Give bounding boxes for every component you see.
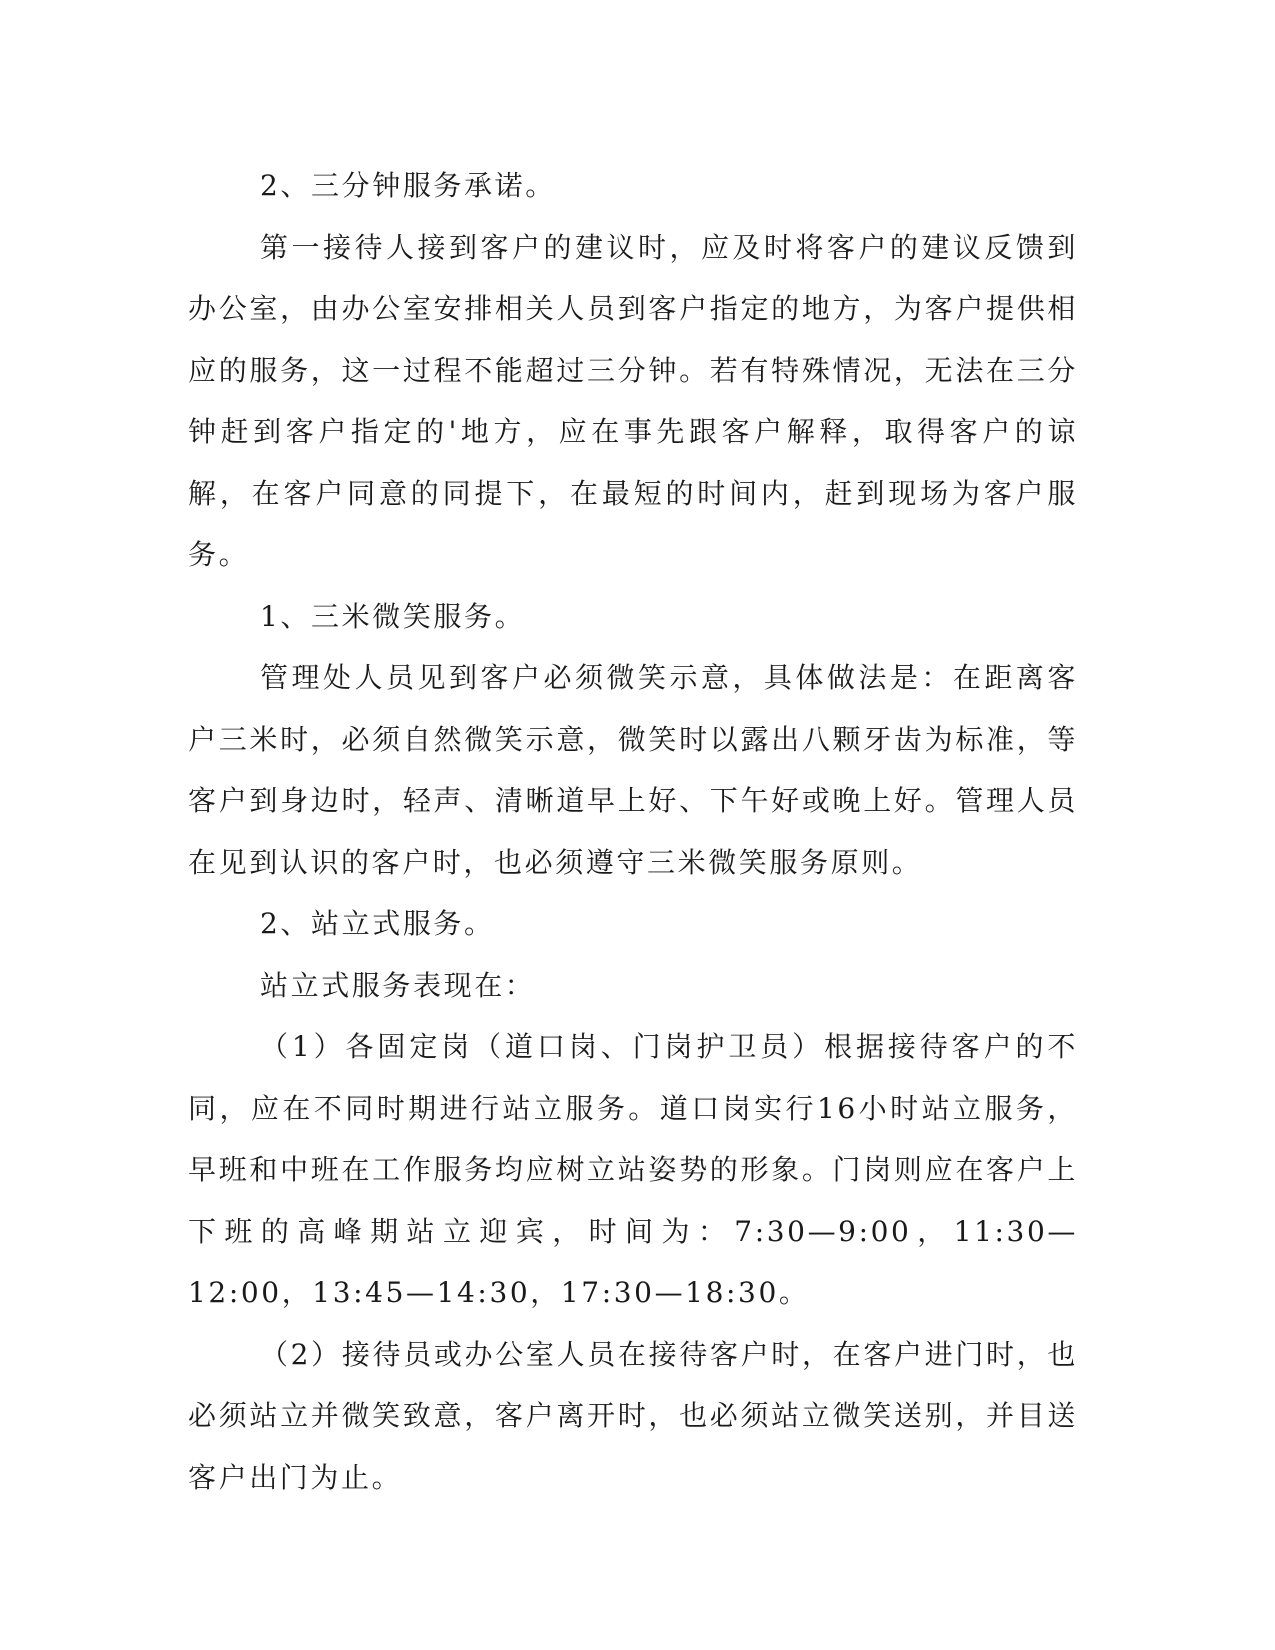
paragraph-standing-service-item-1: （1）各固定岗（道口岗、门岗护卫员）根据接待客户的不同，应在不同时期进行站立服务。道口岗实行16小时站立服务，早班和中班在工作服务均应树立站姿势的形象。门岗则应在客户上下班的高峰期站立迎宾，时间为：7:30—9:00，11:30—12:00，13:45—14:30，17:30—18:30。 [188,1030,1078,1309]
section-heading-three-minute-promise: 2、三分钟服务承诺。 [260,169,556,202]
document-body [188,155,1078,1508]
paragraph-three-meter-smile: 管理处人员见到客户必须微笑示意，具体做法是：在距离客户三米时，必须自然微笑示意，微笑时以露出八颗牙齿为标准，等客户到身边时，轻声、清晰道早上好、下午好或晚上好。管理人员在见到认识的客户时，也必须遵守三米微笑服务原则。 [188,661,1078,879]
paragraph-standing-service-item-2: （2）接待员或办公室人员在接待客户时，在客户进门时，也必须站立并微笑致意，客户离开时，也必须站立微笑送别，并目送客户出门为止。 [188,1337,1078,1494]
section-heading-standing-service: 2、站立式服务。 [260,907,495,940]
paragraph-three-minute-promise: 第一接待人接到客户的建议时，应及时将客户的建议反馈到办公室，由办公室安排相关人员到客户指定的地方，为客户提供相应的服务，这一过程不能超过三分钟。若有特殊情况，无法在三分钟赶到客户指定的'地方，应在事先跟客户解释，取得客户的谅解，在客户同意的同提下，在最短的时间内，赶到现场为客户服务。 [188,230,1078,571]
section-heading-three-meter-smile: 1、三米微笑服务。 [260,599,526,633]
paragraph-standing-service-intro: 站立式服务表现在： [260,968,536,1002]
